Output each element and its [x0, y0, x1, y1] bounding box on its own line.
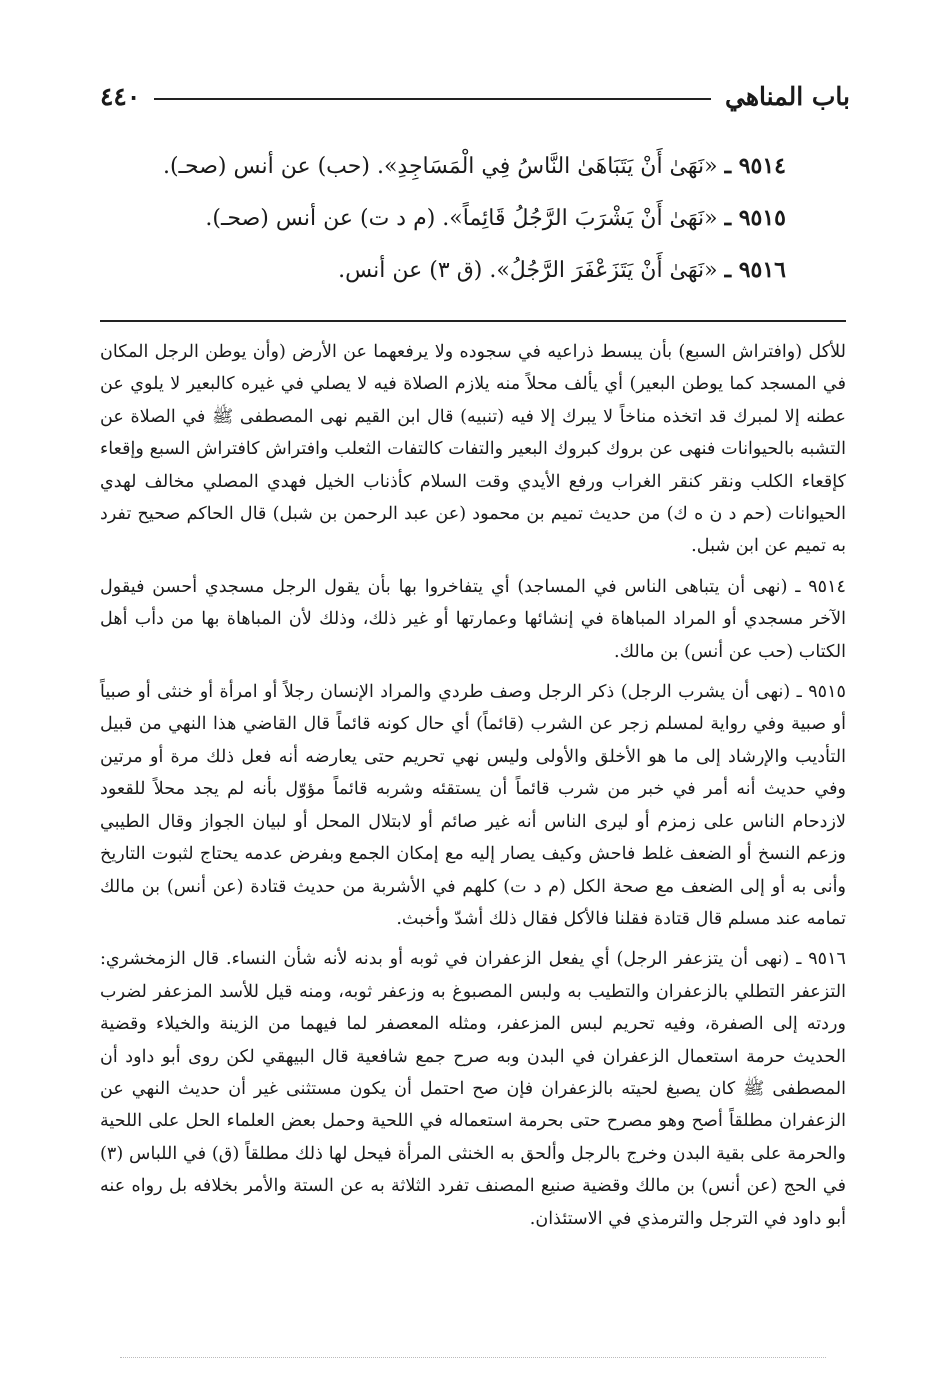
commentary-paragraph: ٩٥١٤ ـ (نهى أن يتباهى الناس في المساجد) أي يتفاخروا بها بأن يقول الرجل مسجدي أحسن فيقول الآخر مسجدي أو المراد المباهاة في إنشائها وعمارتها أو غير ذلك، وذلك لأن المباهاة بها من دأب أهل الكتاب (حب عن أنس) بن مالك.: [100, 576, 846, 662]
hadith-entry: [120, 192, 786, 244]
commentary-paragraph: للأكل (وافتراش السبع) بأن يبسط ذراعيه في سجوده ولا يرفعهما عن الأرض (وأن يوطن الرجل المكان في المسجد كما يوطن البعير) أي يألف محلاً منه يلازم الصلاة فيه لا يصلي في غيره كالبعير لا يلوي عن عطنه إلا لمبرك قد اتخذه مناخاً لا يبرك إلا فيه (تنبيه) قال ابن القيم نهى المصطفى ﷺ في الصلاة عن التشبه بالحيوانات فنهى عن بروك كبروك البعير والتفات كالتفات الثعلب وافتراش كافتراش السبع وإقعاء كإقعاء الكلب ونقر كنقر الغراب ورفع الأيدي وقت السلام كأذناب الخيل فهدي المصلي مخالف لهدي الحيوانات (حم د ن ه ك) من حديث تميم بن محمود (عن عبد الرحمن بن شبل) قال الحاكم صحيح تفرد به تميم عن ابن شبل.: [100, 342, 846, 557]
hadith-list: [120, 140, 786, 296]
hadith-number: ٩٥١٦ ـ: [724, 257, 786, 283]
header-rule: [154, 98, 711, 100]
commentary-paragraph: ٩٥١٦ ـ (نهى أن يتزعفر الرجل) أي يفعل الزعفران في ثوبه أو بدنه لأنه شأن النساء. قال الزمخشري: التزعفر التطلي بالزعفران والتطيب به ولبس المصبوغ به وزعفر ثوبه، ومنه قيل للأسد المزعفر لضرب وردته إلى الصفرة، وفيه تحريم لبس المزعفر، ومثله المعصفر لما فيهما من الزينة والخيلاء وقضية الحديث حرمة استعمال الزعفران في البدن وبه صرح جمع شافعية قال البيهقي لكن روى أبو داود أن المصطفى ﷺ كان يصبغ لحيته بالزعفران فإن صح احتمل أن يكون مستثنى غير أن حديث النهي عن الزعفران مطلقاً أصح وهو مصرح حتى بحرمة استعماله في اللحية وحمل بعض العلماء الحل على اللحية والحرمة على بقية البدن وخرج بالرجل وألحق به الخنثى المرأة فيحل لها ذلك مطلقاً (ق) في اللباس (٣) في الحج (عن أنس) بن مالك وقضية صنيع المصنف تفرد الثلاثة به عن الستة والأمر بخلافه بل رواه عنه أبو داود في الترجل والترمذي في الاستئذان.: [100, 949, 846, 1229]
page-header: [100, 78, 850, 114]
hadith-text: «نَهَىٰ أَنْ يَشْرَبَ الرَّجُلُ قَائِماً». (م د ت) عن أنس (صحـ).: [205, 206, 718, 231]
commentary-paragraph: ٩٥١٥ ـ (نهى أن يشرب الرجل) ذكر الرجل وصف طردي والمراد الإنسان رجلاً أو امرأة أو خنثى أو صبياً أو صبية وفي رواية لمسلم زجر عن الشرب (قائماً) أي حال كونه قائماً قال القاضي هذا النهي من قبيل التأديب والإرشاد إلى ما هو الأخلق والأولى وليس نهي تحريم حتى يعارضه أنه فعل ذلك مرة أو مرتين وفي حديث أنه أمر في خبر من شرب قائماً أن يستقئه وشربه قائماً مؤوّل بأنه لم يجد محلاً للقعود لازدحام الناس على زمزم أو ليرى الناس أنه غير صائم أو لابتلال المحل أو لبيان الجواز وقال الطيبي وزعم النسخ أو الضعف غلط فاحش وكيف يصار إليه مع إمكان الجمع وبفرض عدمه يحتاج لثبوت التاريخ وأنى به أو إلى الضعف مع صحة الكل (م د ت) كلهم في الأشربة من حديث قتادة (عن أنس) بن مالك تمامه عند مسلم قال قتادة فقلنا فالأكل فقال ذلك أشدّ وأخبث.: [100, 682, 846, 929]
hadith-number: ٩٥١٤ ـ: [724, 153, 786, 179]
commentary-divider: [100, 320, 846, 322]
hadith-entry: [120, 244, 786, 296]
chapter-title: باب المناهي: [724, 81, 850, 111]
scan-edge: [120, 1357, 826, 1364]
hadith-number: ٩٥١٥ ـ: [724, 205, 786, 231]
hadith-text: «نَهَىٰ أَنْ يَتَبَاهَىٰ النَّاسُ فِي الْمَسَاجِدِ». (حب) عن أنس (صحـ).: [162, 154, 718, 179]
page-number: ٤٤٠: [100, 81, 141, 111]
commentary: [100, 336, 846, 1243]
hadith-entry: [120, 140, 786, 192]
hadith-text: «نَهَىٰ أَنْ يَتَزَعْفَرَ الرَّجُلُ». (ق ٣) عن أنس.: [338, 258, 718, 283]
